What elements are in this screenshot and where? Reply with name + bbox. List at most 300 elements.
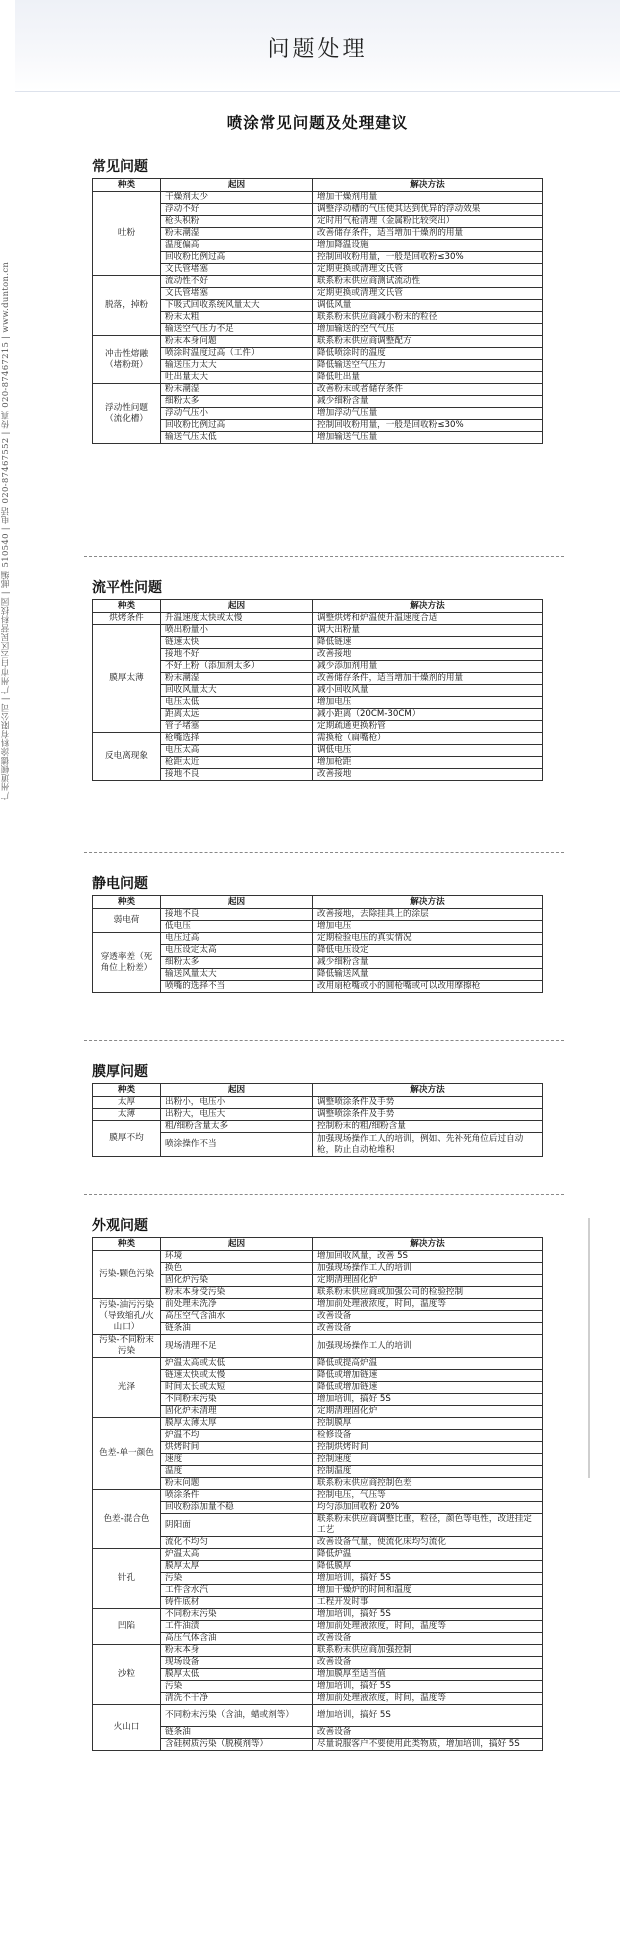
cause-cell: 粉末太粗 [161, 312, 313, 324]
solution-cell: 降低膜厚 [313, 1561, 543, 1573]
solution-cell: 控制烘烤时间 [313, 1442, 543, 1454]
solution-cell: 增加干燥剂用量 [313, 192, 543, 204]
solution-cell: 降低链速 [313, 637, 543, 649]
cause-cell: 不好上粉（添加剂太多） [161, 661, 313, 673]
cause-cell: 回收粉添加量不稳 [161, 1502, 313, 1514]
table-row [93, 1454, 543, 1466]
cause-cell: 喷出粉量小 [161, 625, 313, 637]
cause-cell: 喷涂时温度过高（工件） [161, 348, 313, 360]
solution-cell: 改善设备气量，使流化床均匀流化 [313, 1537, 543, 1549]
table-row [93, 420, 543, 432]
problem-type-cell: 太厚 [93, 1097, 161, 1109]
cause-cell: 链速太快或太慢 [161, 1370, 313, 1382]
table-row [93, 733, 543, 745]
solution-cell: 调大出粉量 [313, 625, 543, 637]
section-heading: 常见问题 [92, 159, 148, 175]
solution-cell: 定期清理固化炉 [313, 1275, 543, 1287]
solution-cell: 调低电压 [313, 745, 543, 757]
table-row [93, 360, 543, 372]
solution-cell: 定期疏通更换粉管 [313, 721, 543, 733]
section-heading: 流平性问题 [92, 580, 162, 596]
solution-cell: 增加电压 [313, 921, 543, 933]
table-row [93, 649, 543, 661]
table-row [93, 697, 543, 709]
problems-table [92, 895, 543, 993]
problem-type-cell: 膜厚不均 [93, 1121, 161, 1157]
cause-cell: 出粉大，电压大 [161, 1109, 313, 1121]
table-row [93, 1358, 543, 1370]
solution-cell: 降低吐出量 [313, 372, 543, 384]
problem-type-cell: 烘烤条件 [93, 613, 161, 625]
table-row [93, 348, 543, 360]
section-static-problems [92, 873, 542, 993]
solution-cell: 联系粉末供应商减小粉末的粒径 [313, 312, 543, 324]
cause-cell: 粗/细粉含量太多 [161, 1121, 313, 1133]
solution-cell: 需换枪（扁嘴枪） [313, 733, 543, 745]
table-row [93, 685, 543, 697]
table-row [93, 1727, 543, 1739]
problem-type-cell: 色差-混合色 [93, 1490, 161, 1549]
scrollbar[interactable] [588, 1218, 590, 1478]
table-row [93, 661, 543, 673]
table-row [93, 673, 543, 685]
table-row [93, 192, 543, 204]
cause-cell: 清洗不干净 [161, 1693, 313, 1705]
column-header: 解决方法 [313, 600, 543, 613]
problems-table [92, 599, 543, 781]
cause-cell: 炉温不均 [161, 1430, 313, 1442]
cause-cell: 回收粉比例过高 [161, 420, 313, 432]
solution-cell: 改善储存条件，适当增加干燥剂的用量 [313, 228, 543, 240]
cause-cell: 吐出量太大 [161, 372, 313, 384]
section-divider [84, 1194, 564, 1195]
table-row [93, 745, 543, 757]
problem-type-cell: 冲击性熔融（堵粉斑） [93, 336, 161, 384]
section-appearance-problems [92, 1215, 542, 1751]
table-row [93, 1121, 543, 1133]
solution-cell: 增加前处理液浓度，时间，温度等 [313, 1621, 543, 1633]
table-row [93, 240, 543, 252]
cause-cell: 粉末本身问题 [161, 336, 313, 348]
solution-cell: 调整喷涂条件及手势 [313, 1109, 543, 1121]
table-row [93, 336, 543, 348]
cause-cell: 粉末本身受污染 [161, 1287, 313, 1299]
solution-cell: 改善接地，去除挂具上的涂层 [313, 909, 543, 921]
cause-cell: 污染 [161, 1681, 313, 1693]
table-row [93, 1585, 543, 1597]
solution-cell: 控制膜厚 [313, 1418, 543, 1430]
cause-cell: 流化不均匀 [161, 1537, 313, 1549]
cause-cell: 膜厚太厚 [161, 1561, 313, 1573]
table-row [93, 1561, 543, 1573]
solution-cell: 定期更换或清理文氏管 [313, 288, 543, 300]
table-row [93, 757, 543, 769]
cause-cell: 电压设定太高 [161, 945, 313, 957]
solution-cell: 改善储存条件，适当增加干燥剂的用量 [313, 673, 543, 685]
table-row [93, 613, 543, 625]
solution-cell: 减小回收风量 [313, 685, 543, 697]
solution-cell: 改善粉末或者储存条件 [313, 384, 543, 396]
cause-cell: 输送气压太低 [161, 432, 313, 444]
cause-cell: 回收风量太大 [161, 685, 313, 697]
column-header: 起因 [161, 600, 313, 613]
column-header: 种类 [93, 600, 161, 613]
cause-cell: 干燥剂太少 [161, 192, 313, 204]
table-row [93, 909, 543, 921]
cause-cell: 高压气体含油 [161, 1633, 313, 1645]
cause-cell: 铸件底材 [161, 1597, 313, 1609]
cause-cell: 流动性不好 [161, 276, 313, 288]
problem-type-cell: 光泽 [93, 1358, 161, 1418]
cause-cell: 温度 [161, 1466, 313, 1478]
problem-type-cell: 色差-单一颜色 [93, 1418, 161, 1490]
table-row [93, 1633, 543, 1645]
solution-cell: 增加培训，搞好 5S [313, 1573, 543, 1585]
table-row [93, 1669, 543, 1681]
cause-cell: 电压太高 [161, 745, 313, 757]
solution-cell: 降低炉温 [313, 1549, 543, 1561]
solution-cell: 改善设备 [313, 1633, 543, 1645]
problem-type-cell: 凹陷 [93, 1609, 161, 1645]
table-row [93, 408, 543, 420]
table-row [93, 1370, 543, 1382]
problems-table [92, 1083, 543, 1157]
solution-cell: 联系粉末供应商调整配方 [313, 336, 543, 348]
table-row [93, 1681, 543, 1693]
cause-cell: 链条油 [161, 1323, 313, 1335]
problem-type-cell: 脱落，掉粉 [93, 276, 161, 336]
table-row [93, 432, 543, 444]
problem-type-cell: 污染-油污污染（导致缩孔/火山口） [93, 1299, 161, 1335]
problems-table [92, 178, 543, 444]
cause-cell: 文氏管堵塞 [161, 288, 313, 300]
cause-cell: 粉末问题 [161, 1478, 313, 1490]
cause-cell: 细粉太多 [161, 957, 313, 969]
cause-cell: 烘烤时间 [161, 1442, 313, 1454]
solution-cell: 增加前处理液浓度，时间，温度等 [313, 1299, 543, 1311]
solution-cell: 控制温度 [313, 1466, 543, 1478]
problem-type-cell: 吐粉 [93, 192, 161, 276]
table-row [93, 1382, 543, 1394]
solution-cell: 改善设备 [313, 1311, 543, 1323]
cause-cell: 接地不好 [161, 649, 313, 661]
solution-cell: 定期清理固化炉 [313, 1406, 543, 1418]
cause-cell: 环境 [161, 1251, 313, 1263]
section-thickness-problems [92, 1061, 542, 1157]
column-header: 起因 [161, 896, 313, 909]
problem-type-cell: 沙粒 [93, 1645, 161, 1705]
column-header: 起因 [161, 1084, 313, 1097]
table-row [93, 1406, 543, 1418]
solution-cell: 联系粉末供应商调整比重，粒径，颜色等电性，改进挂定工艺 [313, 1514, 543, 1537]
problem-type-cell: 穿透率差（死角位上粉差） [93, 933, 161, 993]
solution-cell: 加强现场操作工人的培训，例如、先补死角位后过自动枪，防止自动枪堆积 [313, 1133, 543, 1157]
solution-cell: 降低或提高炉温 [313, 1358, 543, 1370]
table-row [93, 957, 543, 969]
table-row [93, 981, 543, 993]
table-row [93, 933, 543, 945]
solution-cell: 增加培训，搞好 5S [313, 1705, 543, 1727]
table-row [93, 1133, 543, 1157]
cause-cell: 枪距太近 [161, 757, 313, 769]
table-row [93, 1466, 543, 1478]
table-row [93, 1490, 543, 1502]
table-row [93, 1621, 543, 1633]
cause-cell: 时间太长或太短 [161, 1382, 313, 1394]
problem-type-cell: 浮动性问题（流化槽） [93, 384, 161, 444]
table-row [93, 1394, 543, 1406]
cause-cell: 链速太快 [161, 637, 313, 649]
table-row [93, 1097, 543, 1109]
solution-cell: 联系粉末供应商或加强公司的检验控制 [313, 1287, 543, 1299]
cause-cell: 浮动气压小 [161, 408, 313, 420]
table-row [93, 264, 543, 276]
solution-cell: 加强现场操作工人的培训 [313, 1263, 543, 1275]
solution-cell: 降低喷涂时的温度 [313, 348, 543, 360]
cause-cell: 炉温太高或太低 [161, 1358, 313, 1370]
cause-cell: 细粉太多 [161, 396, 313, 408]
section-heading: 静电问题 [92, 876, 148, 892]
cause-cell: 回收粉比例过高 [161, 252, 313, 264]
problem-type-cell: 污染-颗色污染 [93, 1251, 161, 1299]
table-row [93, 396, 543, 408]
table-row [93, 1693, 543, 1705]
problem-type-cell: 弱电荷 [93, 909, 161, 933]
solution-cell: 控制电压，气压等 [313, 1490, 543, 1502]
solution-cell: 尽量说服客户不要使用此类物质，增加培训，搞好 5S [313, 1739, 543, 1751]
table-row [93, 1739, 543, 1751]
solution-cell: 均匀添加回收粉 20% [313, 1502, 543, 1514]
solution-cell: 增加培训，搞好 5S [313, 1609, 543, 1621]
solution-cell: 增加前处理液浓度，时间，温度等 [313, 1693, 543, 1705]
section-common-problems [92, 156, 542, 444]
solution-cell: 调整浮动槽的气压使其达到优异的浮动效果 [313, 204, 543, 216]
cause-cell: 下吸式回收系统风量太大 [161, 300, 313, 312]
table-row [93, 1335, 543, 1358]
table-row [93, 1705, 543, 1727]
problem-type-cell: 火山口 [93, 1705, 161, 1751]
column-header: 起因 [161, 1238, 313, 1251]
solution-cell: 联系粉末供应商测试流动性 [313, 276, 543, 288]
table-row [93, 1323, 543, 1335]
table-row [93, 1287, 543, 1299]
cause-cell: 换色 [161, 1263, 313, 1275]
solution-cell: 调整烘烤和炉温使升温速度合适 [313, 613, 543, 625]
cause-cell: 不同粉末污染 [161, 1394, 313, 1406]
solution-cell: 减少添加剂用量 [313, 661, 543, 673]
table-row [93, 384, 543, 396]
table-row [93, 637, 543, 649]
solution-cell: 增加降温设施 [313, 240, 543, 252]
table-row [93, 969, 543, 981]
solution-cell: 增加输送气压量 [313, 432, 543, 444]
cause-cell: 速度 [161, 1454, 313, 1466]
cause-cell: 喷嘴的选择不当 [161, 981, 313, 993]
table-row [93, 312, 543, 324]
table-row [93, 216, 543, 228]
section-divider [84, 556, 564, 557]
problem-type-cell: 针孔 [93, 1549, 161, 1609]
table-row [93, 1442, 543, 1454]
table-row [93, 945, 543, 957]
table-row [93, 1275, 543, 1287]
table-row [93, 288, 543, 300]
section-heading: 膜厚问题 [92, 1064, 148, 1080]
solution-cell: 增加培训，搞好 5S [313, 1394, 543, 1406]
table-row [93, 921, 543, 933]
table-row [93, 1251, 543, 1263]
cause-cell: 电压太低 [161, 697, 313, 709]
section-leveling-problems [92, 577, 542, 781]
solution-cell: 降低或增加链速 [313, 1370, 543, 1382]
column-header: 解决方法 [313, 1238, 543, 1251]
cause-cell: 链条油 [161, 1727, 313, 1739]
cause-cell: 温度偏高 [161, 240, 313, 252]
section-divider [84, 1040, 564, 1041]
table-row [93, 709, 543, 721]
cause-cell: 距离太远 [161, 709, 313, 721]
solution-cell: 增加输送的空气气压 [313, 324, 543, 336]
cause-cell: 管子堵塞 [161, 721, 313, 733]
solution-cell: 增加电压 [313, 697, 543, 709]
solution-cell: 降低输送风量 [313, 969, 543, 981]
solution-cell: 定期检验电压的真实情况 [313, 933, 543, 945]
cause-cell: 枪嘴选择 [161, 733, 313, 745]
cause-cell: 输送空气压力不足 [161, 324, 313, 336]
cause-cell: 工件含水汽 [161, 1585, 313, 1597]
column-header: 起因 [161, 179, 313, 192]
table-row [93, 625, 543, 637]
table-row [93, 1109, 543, 1121]
cause-cell: 粉末潮湿 [161, 384, 313, 396]
column-header: 种类 [93, 179, 161, 192]
table-row [93, 1597, 543, 1609]
table-row [93, 252, 543, 264]
company-contact-vertical: 广州道顿德涂料有限公司 | 广州市白云区民营科技园 | 邮编 510540 | 电话 020-87467552 | 传真 020-87467215 | www.dunton.cn [1, 261, 11, 800]
table-row [93, 1299, 543, 1311]
cause-cell: 浮动不好 [161, 204, 313, 216]
table-row [93, 1478, 543, 1490]
cause-cell: 电压过高 [161, 933, 313, 945]
solution-cell: 改善设备 [313, 1657, 543, 1669]
column-header: 解决方法 [313, 896, 543, 909]
solution-cell: 定时用气枪清理（金属粉比较突出） [313, 216, 543, 228]
cause-cell: 粉末潮湿 [161, 673, 313, 685]
problem-type-cell: 污染-不同粉末污染 [93, 1335, 161, 1358]
solution-cell: 减少细粉含量 [313, 957, 543, 969]
cause-cell: 接地不良 [161, 909, 313, 921]
column-header: 种类 [93, 1084, 161, 1097]
solution-cell: 联系粉末供应商控制色差 [313, 1478, 543, 1490]
table-row [93, 1609, 543, 1621]
solution-cell: 增加干燥炉的时间和温度 [313, 1585, 543, 1597]
problems-table [92, 1237, 543, 1751]
cause-cell: 膜厚太低 [161, 1669, 313, 1681]
problem-type-cell: 太薄 [93, 1109, 161, 1121]
solution-cell: 控制回收粉用量，一般是回收粉≤30% [313, 252, 543, 264]
table-row [93, 1263, 543, 1275]
cause-cell: 接地不良 [161, 769, 313, 781]
solution-cell: 减小距离（20CM-30CM） [313, 709, 543, 721]
table-row [93, 1430, 543, 1442]
table-row [93, 204, 543, 216]
solution-cell: 减少细粉含量 [313, 396, 543, 408]
cause-cell: 出粉小，电压小 [161, 1097, 313, 1109]
table-row [93, 1657, 543, 1669]
solution-cell: 改用扇枪嘴或小的圆枪嘴或可以改用摩擦枪 [313, 981, 543, 993]
solution-cell: 降低或增加链速 [313, 1382, 543, 1394]
solution-cell: 控制回收粉用量，一般是回收粉≤30% [313, 420, 543, 432]
table-row [93, 1418, 543, 1430]
solution-cell: 改善设备 [313, 1727, 543, 1739]
solution-cell: 降低输送空气压力 [313, 360, 543, 372]
table-row [93, 228, 543, 240]
cause-cell: 枪头积粉 [161, 216, 313, 228]
solution-cell: 联系粉末供应商加强控制 [313, 1645, 543, 1657]
column-header: 解决方法 [313, 1084, 543, 1097]
table-row [93, 372, 543, 384]
solution-cell: 增加膜厚至适当值 [313, 1669, 543, 1681]
cause-cell: 现场设备 [161, 1657, 313, 1669]
solution-cell: 检修设备 [313, 1430, 543, 1442]
cause-cell: 低电压 [161, 921, 313, 933]
table-row [93, 1311, 543, 1323]
table-row [93, 1549, 543, 1561]
page-header [15, 0, 620, 92]
cause-cell: 前处理未洗净 [161, 1299, 313, 1311]
solution-cell: 改善设备 [313, 1323, 543, 1335]
table-row [93, 300, 543, 312]
cause-cell: 喷涂条件 [161, 1490, 313, 1502]
document-title: 喷涂常见问题及处理建议 [226, 114, 409, 132]
problem-type-cell: 膜厚太薄 [93, 625, 161, 733]
solution-cell: 控制粉末的粗/细粉含量 [313, 1121, 543, 1133]
solution-cell: 定期更换或清理文氏管 [313, 264, 543, 276]
solution-cell: 加强现场操作工人的培训 [313, 1335, 543, 1358]
section-divider [84, 852, 564, 853]
page-title: 问题处理 [267, 37, 368, 62]
table-row [93, 276, 543, 288]
cause-cell: 粉末潮湿 [161, 228, 313, 240]
cause-cell: 不同粉末污染 [161, 1609, 313, 1621]
cause-cell: 阴阳面 [161, 1514, 313, 1537]
table-row [93, 1645, 543, 1657]
table-row [93, 769, 543, 781]
solution-cell: 工程开发时事 [313, 1597, 543, 1609]
table-row [93, 721, 543, 733]
solution-cell: 增加枪距 [313, 757, 543, 769]
cause-cell: 含硅树质污染（脱模剂等） [161, 1739, 313, 1751]
solution-cell: 控制速度 [313, 1454, 543, 1466]
solution-cell: 降低电压设定 [313, 945, 543, 957]
cause-cell: 升温速度太快或太慢 [161, 613, 313, 625]
column-header: 种类 [93, 1238, 161, 1251]
column-header: 解决方法 [313, 179, 543, 192]
cause-cell: 粉末本身 [161, 1645, 313, 1657]
table-row [93, 1514, 543, 1537]
cause-cell: 喷涂操作不当 [161, 1133, 313, 1157]
solution-cell: 改善接地 [313, 649, 543, 661]
solution-cell: 调整喷涂条件及手势 [313, 1097, 543, 1109]
cause-cell: 污染 [161, 1573, 313, 1585]
cause-cell: 输送风量太大 [161, 969, 313, 981]
table-row [93, 1502, 543, 1514]
cause-cell: 不同粉末污染（含油，蜡或剂等） [161, 1705, 313, 1727]
cause-cell: 文氏管堵塞 [161, 264, 313, 276]
column-header: 种类 [93, 896, 161, 909]
solution-cell: 增加浮动气压量 [313, 408, 543, 420]
solution-cell: 增加培训，搞好 5S [313, 1681, 543, 1693]
